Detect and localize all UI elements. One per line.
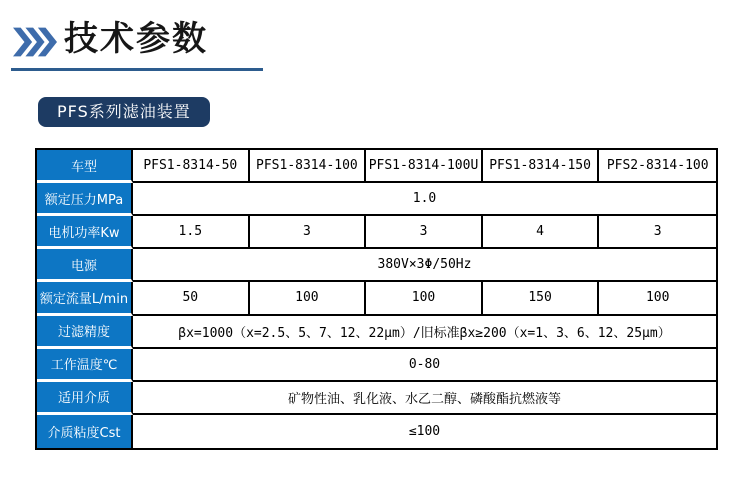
table-cell-span: ≤100 — [408, 423, 441, 439]
table-cell-span: 0-80 — [133, 349, 716, 382]
row-label: 介质粘度Cst — [37, 415, 133, 448]
table-cell-span: βx=1000（x=2.5、5、7、12、22μm）/旧标准βx≥200（x=1、3、6、12、25μm） — [133, 316, 716, 349]
table-cell: 4 — [483, 216, 600, 249]
table-cell: 1.5 — [133, 216, 250, 249]
row-label: 额定压力MPa — [37, 183, 133, 216]
table-cell: 3 — [366, 216, 483, 249]
series-badge: PFS系列滤油装置 — [38, 97, 210, 127]
row-label: 过滤精度 — [37, 316, 133, 349]
table-cell: 50 — [133, 282, 250, 315]
table-cell-span: 矿物性油、乳化液、水乙二醇、磷酸酯抗燃液等 — [133, 382, 716, 415]
row-label: 适用介质 — [37, 382, 133, 415]
table-cell: 100 — [599, 282, 716, 315]
row-label: 车型 — [37, 150, 133, 183]
table-cell: PFS2-8314-100 — [599, 150, 716, 183]
table-cell: 100 — [366, 282, 483, 315]
table-cell: 150 — [483, 282, 600, 315]
table-cell: PFS1-8314-100 — [250, 150, 367, 183]
table-cell-span: 380V×3Φ/50Hz — [133, 249, 716, 282]
row-label: 额定流量L/min — [37, 282, 133, 315]
table-cell: 100 — [250, 282, 367, 315]
table-cell: 3 — [250, 216, 367, 249]
table-cell: PFS1-8314-150 — [483, 150, 600, 183]
table-cell: PFS1-8314-50 — [133, 150, 250, 183]
table-cell-span: 1.0 — [133, 183, 716, 216]
page-title: 技术参数 — [64, 19, 208, 59]
title-underline — [11, 68, 263, 71]
triple-chevron-right-icon — [13, 27, 57, 57]
row-label: 电机功率Kw — [37, 216, 133, 249]
table-cell: 3 — [599, 216, 716, 249]
spec-table — [35, 148, 718, 450]
row-label: 工作温度℃ — [37, 349, 133, 382]
table-cell: PFS1-8314-100U — [366, 150, 483, 183]
row-label: 电源 — [37, 249, 133, 282]
